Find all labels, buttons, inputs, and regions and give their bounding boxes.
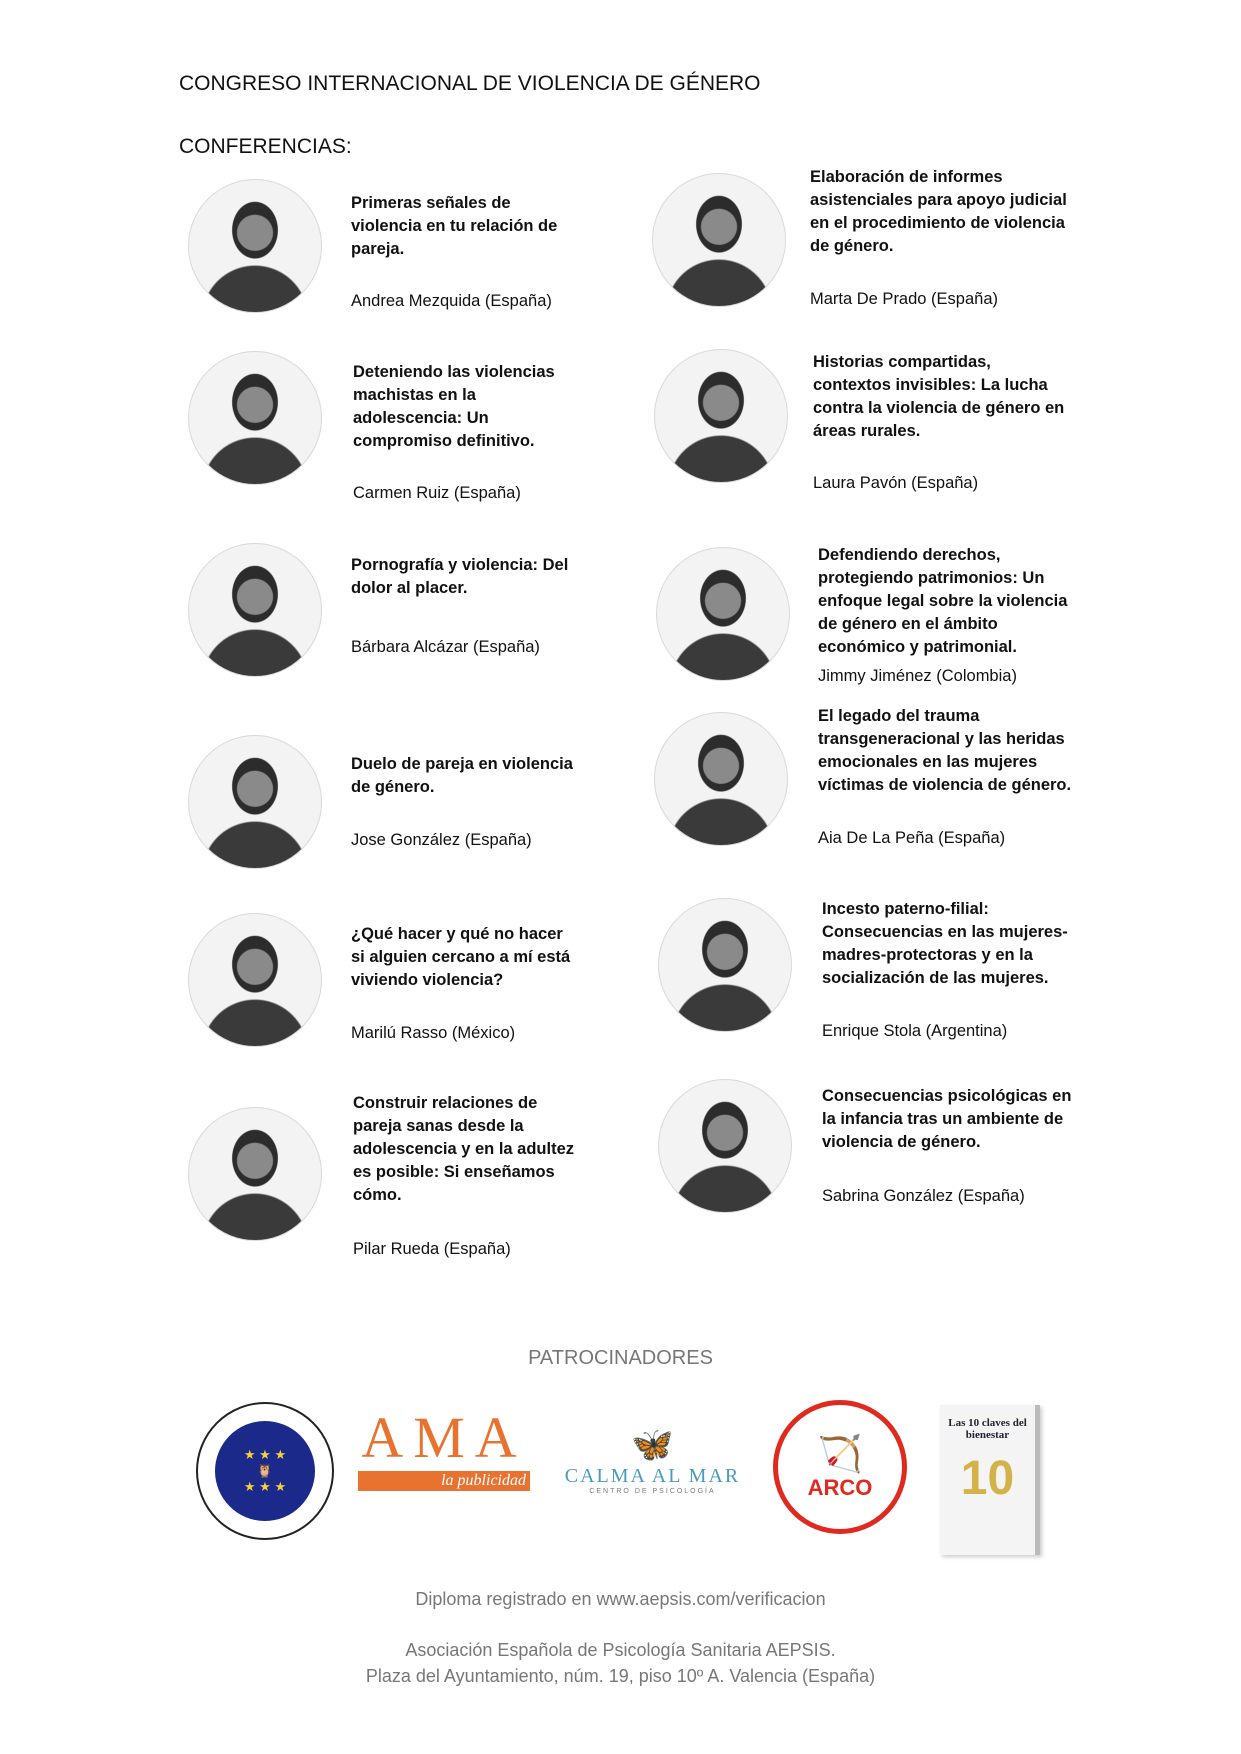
speaker-photo [188, 1107, 322, 1241]
speaker-photo [188, 735, 322, 869]
instituto-europeo-logo: ★ ★ ★ 🦉 ★ ★ ★ [196, 1402, 334, 1540]
speaker-name: Sabrina González (España) [822, 1187, 1025, 1205]
talk-title: ¿Qué hacer y qué no hacer si alguien cercano a mí está viviendo violencia? [351, 925, 571, 989]
talk-title: Duelo de pareja en violencia de género. [351, 755, 573, 796]
speaker-photo [188, 179, 322, 313]
sponsors-heading: PATROCINADORES [528, 1347, 713, 1369]
speaker-name: Carmen Ruiz (España) [353, 484, 521, 502]
speaker-photo [658, 1079, 792, 1213]
talk-title: Deteniendo las violencias machistas en la adolescencia: Un compromiso definitivo. [353, 363, 555, 450]
talk-title: Construir relaciones de pareja sanas desde la adolescencia y en la adultez es posible: Si enseñamos cómo. [353, 1094, 575, 1204]
speaker-name: Jimmy Jiménez (Colombia) [818, 667, 1017, 685]
arco-logo: 🏹 ARCO [773, 1400, 907, 1534]
talk-title: Defendiendo derechos, protegiendo patrimonios: Un enfoque legal sobre la violencia de género en el ámbito económico y patrimonial. [818, 546, 1068, 656]
speaker-name: Andrea Mezquida (España) [351, 292, 552, 310]
speaker-photo [188, 913, 322, 1047]
talk-title: Primeras señales de violencia en tu relación de pareja. [351, 194, 558, 258]
speaker-name: Jose González (España) [351, 831, 532, 849]
page-title: CONGRESO INTERNACIONAL DE VIOLENCIA DE GÉNERO [179, 72, 761, 95]
talk-title: Elaboración de informes asistenciales para apoyo judicial en el procedimiento de violencia de género. [810, 168, 1067, 255]
talk-title: Consecuencias psicológicas en la infancia tras un ambiente de violencia de género. [822, 1087, 1072, 1151]
speaker-name: Marilú Rasso (México) [351, 1024, 516, 1042]
talk-title: El legado del trauma transgeneracional y las heridas emocionales en las mujeres víctimas de violencia de género. [818, 707, 1072, 794]
book-cover-logo: Las 10 claves del bienestar 10 [940, 1405, 1040, 1555]
speaker-name: Pilar Rueda (España) [353, 1240, 511, 1258]
speaker-name: Laura Pavón (España) [813, 474, 979, 492]
speaker-name: Aia De La Peña (España) [818, 829, 1006, 847]
speaker-photo [658, 898, 792, 1032]
talk-title: Historias compartidas, contextos invisibles: La lucha contra la violencia de género en áreas rurales. [813, 353, 1065, 440]
speaker-photo [654, 712, 788, 846]
org-name: Asociación Española de Psicología Sanitaria AEPSIS. [405, 1640, 836, 1660]
speaker-photo [188, 351, 322, 485]
section-heading: CONFERENCIAS: [179, 135, 352, 158]
speaker-name: Bárbara Alcázar (España) [351, 638, 540, 656]
speaker-name: Enrique Stola (Argentina) [822, 1022, 1008, 1040]
ama-logo: AMA la publicidad [358, 1400, 530, 1495]
verification-link[interactable]: www.aepsis.com/verificacion [596, 1589, 826, 1609]
org-address: Plaza del Ayuntamiento, núm. 19, piso 10º A. Valencia (España) [365, 1666, 876, 1686]
speaker-photo [188, 543, 322, 677]
diploma-note: Diploma registrado en www.aepsis.com/verificacion [415, 1589, 826, 1609]
speaker-photo [656, 547, 790, 681]
speaker-photo [652, 173, 786, 307]
talk-title: Pornografía y violencia: Del dolor al placer. [351, 556, 569, 597]
talk-title: Incesto paterno-filial: Consecuencias en las mujeres-madres-protectoras y en la socialización de las mujeres. [822, 900, 1068, 987]
speaker-photo [654, 349, 788, 483]
calma-al-mar-logo: 🦋 CALMA AL MAR CENTRO DE PSICOLOGÍA [564, 1426, 741, 1495]
speaker-name: Marta De Prado (España) [810, 290, 999, 308]
